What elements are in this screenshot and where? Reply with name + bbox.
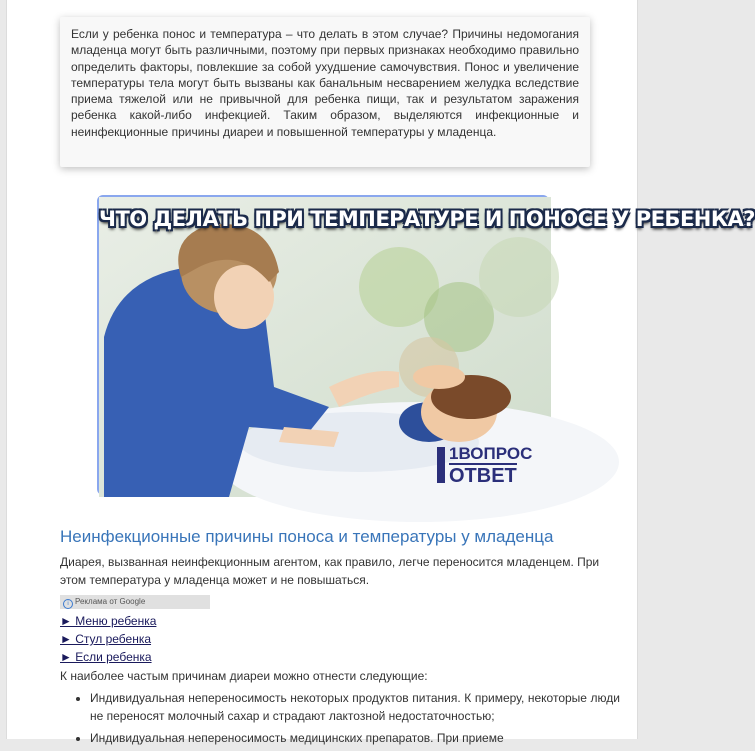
vopros-otvet-logo	[437, 445, 539, 485]
list-item: • Индивидуальная непереносимость некоторых продуктов питания. К примеру, некоторые люди не переносят молочный сахар и страдают лактозной недостаточностью;	[90, 689, 620, 725]
list-item: • Индивидуальная непереносимость медицинских препаратов. При приеме	[90, 729, 620, 747]
image-title: ЧТО ДЕЛАТЬ ПРИ ТЕМПЕРАТУРЕ И ПОНОСЕ У РЕБЕНКА?	[99, 207, 755, 231]
link-baby-stool[interactable]: ► Стул ребенка	[60, 632, 152, 646]
logo-bottom-text: ОТВЕТ	[449, 465, 517, 487]
causes-list	[60, 689, 620, 751]
lead-paragraph: К наиболее частым причинам диареи можно отнести следующие:	[60, 669, 428, 683]
intro-box	[60, 17, 590, 167]
section-heading: Неинфекционные причины поноса и температуры у младенца	[60, 527, 554, 546]
section-paragraph: Диарея, вызванная неинфекционным агентом, как правило, легче переносится младенцем. При этом температура у младенца может и не повышаться.	[60, 555, 600, 587]
list-item	[60, 648, 156, 666]
article-image	[97, 195, 755, 495]
logo-bar	[437, 447, 445, 483]
ad-label-text: Реклама от Google	[75, 597, 146, 606]
link-baby-menu[interactable]: ► Меню ребенка	[60, 614, 157, 628]
logo-top-text: 1ВОПРОС	[449, 444, 533, 463]
list-item	[60, 612, 156, 630]
link-if-baby[interactable]: ► Если ребенка	[60, 650, 152, 664]
ad-links	[60, 612, 156, 666]
article-page	[6, 0, 755, 745]
list-item	[60, 630, 156, 648]
google-ad-label[interactable]	[60, 595, 210, 609]
intro-text: Если у ребенка понос и температура – что делать в этом случае? Причины недомогания младенца могут быть различными, поэтому при первых признаках необходимо правильно определить факторы, повлекшие за собой ухудшение самочувствия. Понос и увеличение температуры тела могут быть вызваны как банальным несварением желудка вследствие приема тяжелой или не привычной для ребенка пищи, так и результатом заражения ребенка какой-либо инфекцией. Таким образом, выделяются инфекционные и неинфекционные причины диареи и повышенной температуры у младенца.	[71, 27, 579, 139]
info-icon[interactable]: i	[63, 599, 73, 609]
